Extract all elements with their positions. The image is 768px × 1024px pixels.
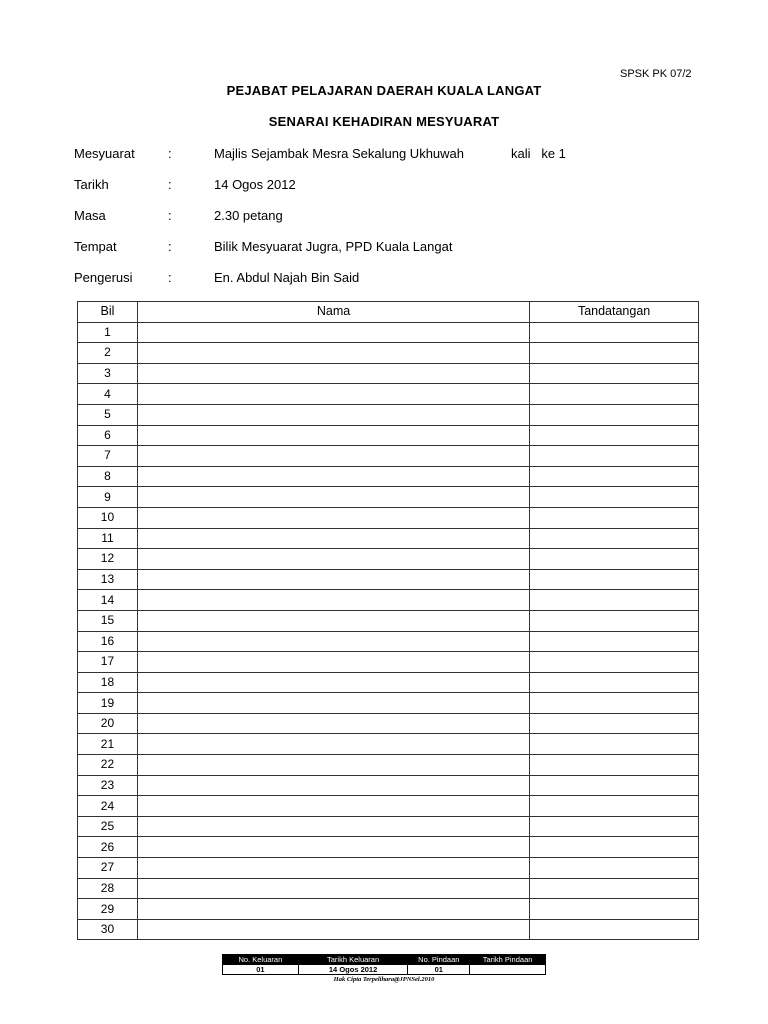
table-row — [78, 858, 699, 879]
copyright-notice: Hak Cipta Terpelihara@JPNSel.2010 — [333, 976, 435, 983]
signature-cell — [530, 899, 699, 920]
row-number: 19 — [78, 693, 138, 714]
row-number: 21 — [78, 734, 138, 755]
detail-value: 2.30 petang — [214, 208, 283, 223]
name-cell — [137, 775, 529, 796]
table-row — [78, 775, 699, 796]
document-subtitle: SENARAI KEHADIRAN MESYUARAT — [268, 114, 500, 129]
table-row — [78, 384, 699, 405]
signature-cell — [530, 858, 699, 879]
detail-row-mesyuarat — [74, 144, 694, 175]
signature-cell — [530, 796, 699, 817]
row-number: 18 — [78, 672, 138, 693]
signature-cell — [530, 322, 699, 343]
detail-value: 14 Ogos 2012 — [214, 177, 296, 192]
revision-header: No. Pindaan — [408, 955, 470, 965]
name-cell — [137, 322, 529, 343]
name-cell — [137, 837, 529, 858]
detail-colon: : — [168, 239, 172, 254]
row-number: 24 — [78, 796, 138, 817]
row-number: 28 — [78, 878, 138, 899]
name-cell — [137, 672, 529, 693]
detail-row-tempat — [74, 237, 694, 268]
name-cell — [137, 487, 529, 508]
name-cell — [137, 734, 529, 755]
signature-cell — [530, 713, 699, 734]
signature-cell — [530, 878, 699, 899]
row-number: 25 — [78, 816, 138, 837]
name-cell — [137, 363, 529, 384]
table-row — [78, 549, 699, 570]
header-nama: Nama — [137, 302, 529, 323]
name-cell — [137, 796, 529, 817]
attendance-body — [78, 322, 699, 940]
name-cell — [137, 878, 529, 899]
name-cell — [137, 919, 529, 940]
row-number: 1 — [78, 322, 138, 343]
signature-cell — [530, 631, 699, 652]
name-cell — [137, 755, 529, 776]
revision-value — [470, 965, 546, 975]
detail-label: Mesyuarat — [74, 146, 135, 161]
detail-value: Bilik Mesyuarat Jugra, PPD Kuala Langat — [214, 239, 453, 254]
signature-cell — [530, 734, 699, 755]
row-number: 29 — [78, 899, 138, 920]
name-cell — [137, 446, 529, 467]
revision-header-row — [223, 955, 546, 965]
signature-cell — [530, 837, 699, 858]
detail-row-tarikh — [74, 175, 694, 206]
row-number: 17 — [78, 652, 138, 673]
table-row — [78, 322, 699, 343]
table-row — [78, 631, 699, 652]
document-code: SPSK PK 07/2 — [620, 68, 692, 80]
table-row — [78, 755, 699, 776]
row-number: 7 — [78, 446, 138, 467]
detail-label: Pengerusi — [74, 270, 133, 285]
signature-cell — [530, 363, 699, 384]
table-row — [78, 569, 699, 590]
signature-cell — [530, 384, 699, 405]
signature-cell — [530, 755, 699, 776]
name-cell — [137, 343, 529, 364]
signature-cell — [530, 672, 699, 693]
table-row — [78, 837, 699, 858]
name-cell — [137, 507, 529, 528]
name-cell — [137, 631, 529, 652]
row-number: 6 — [78, 425, 138, 446]
revision-header: Tarikh Keluaran — [298, 955, 408, 965]
row-number: 14 — [78, 590, 138, 611]
row-number: 10 — [78, 507, 138, 528]
table-row — [78, 404, 699, 425]
name-cell — [137, 549, 529, 570]
table-row — [78, 693, 699, 714]
signature-cell — [530, 775, 699, 796]
table-row — [78, 816, 699, 837]
table-row — [78, 487, 699, 508]
row-number: 27 — [78, 858, 138, 879]
document-title: PEJABAT PELAJARAN DAERAH KUALA LANGAT — [226, 83, 542, 98]
detail-row-masa — [74, 206, 694, 237]
signature-cell — [530, 652, 699, 673]
table-row — [78, 590, 699, 611]
signature-cell — [530, 487, 699, 508]
revision-table — [222, 954, 546, 975]
meeting-session: kali ke 1 — [511, 146, 566, 161]
table-row — [78, 713, 699, 734]
header-bil: Bil — [78, 302, 138, 323]
name-cell — [137, 693, 529, 714]
name-cell — [137, 610, 529, 631]
row-number: 2 — [78, 343, 138, 364]
signature-cell — [530, 590, 699, 611]
row-number: 26 — [78, 837, 138, 858]
table-row — [78, 796, 699, 817]
detail-colon: : — [168, 270, 172, 285]
row-number: 12 — [78, 549, 138, 570]
table-row — [78, 363, 699, 384]
table-row — [78, 734, 699, 755]
table-row — [78, 610, 699, 631]
name-cell — [137, 899, 529, 920]
signature-cell — [530, 404, 699, 425]
signature-cell — [530, 693, 699, 714]
signature-cell — [530, 919, 699, 940]
revision-value: 01 — [408, 965, 470, 975]
table-row — [78, 446, 699, 467]
signature-cell — [530, 446, 699, 467]
row-number: 8 — [78, 466, 138, 487]
signature-cell — [530, 507, 699, 528]
table-row — [78, 507, 699, 528]
table-row — [78, 899, 699, 920]
name-cell — [137, 816, 529, 837]
attendance-header-row — [78, 302, 699, 323]
revision-header: Tarikh Pindaan — [470, 955, 546, 965]
row-number: 5 — [78, 404, 138, 425]
signature-cell — [530, 425, 699, 446]
signature-cell — [530, 528, 699, 549]
revision-footer — [222, 954, 546, 975]
signature-cell — [530, 610, 699, 631]
table-row — [78, 878, 699, 899]
name-cell — [137, 713, 529, 734]
row-number: 22 — [78, 755, 138, 776]
detail-value: En. Abdul Najah Bin Said — [214, 270, 360, 285]
name-cell — [137, 466, 529, 487]
row-number: 23 — [78, 775, 138, 796]
table-row — [78, 466, 699, 487]
row-number: 20 — [78, 713, 138, 734]
detail-label: Tarikh — [74, 177, 109, 192]
row-number: 16 — [78, 631, 138, 652]
name-cell — [137, 384, 529, 405]
detail-value: Majlis Sejambak Mesra Sekalung Ukhuwah — [214, 146, 465, 161]
signature-cell — [530, 549, 699, 570]
name-cell — [137, 590, 529, 611]
table-row — [78, 672, 699, 693]
signature-cell — [530, 343, 699, 364]
table-row — [78, 652, 699, 673]
detail-colon: : — [168, 177, 172, 192]
name-cell — [137, 528, 529, 549]
revision-header: No. Keluaran — [223, 955, 299, 965]
name-cell — [137, 858, 529, 879]
table-row — [78, 919, 699, 940]
detail-label: Tempat — [74, 239, 117, 254]
table-row — [78, 528, 699, 549]
row-number: 11 — [78, 528, 138, 549]
signature-cell — [530, 569, 699, 590]
table-row — [78, 425, 699, 446]
row-number: 30 — [78, 919, 138, 940]
signature-cell — [530, 466, 699, 487]
revision-value: 14 Ogos 2012 — [298, 965, 408, 975]
header-tandatangan: Tandatangan — [530, 302, 699, 323]
row-number: 4 — [78, 384, 138, 405]
signature-cell — [530, 816, 699, 837]
detail-label: Masa — [74, 208, 106, 223]
detail-row-pengerusi — [74, 268, 694, 299]
row-number: 13 — [78, 569, 138, 590]
detail-colon: : — [168, 146, 172, 161]
attendance-table — [77, 301, 699, 940]
detail-colon: : — [168, 208, 172, 223]
meeting-details — [74, 144, 694, 299]
revision-value-row — [223, 965, 546, 975]
row-number: 3 — [78, 363, 138, 384]
name-cell — [137, 404, 529, 425]
name-cell — [137, 652, 529, 673]
row-number: 15 — [78, 610, 138, 631]
name-cell — [137, 425, 529, 446]
revision-value: 01 — [223, 965, 299, 975]
table-row — [78, 343, 699, 364]
row-number: 9 — [78, 487, 138, 508]
name-cell — [137, 569, 529, 590]
